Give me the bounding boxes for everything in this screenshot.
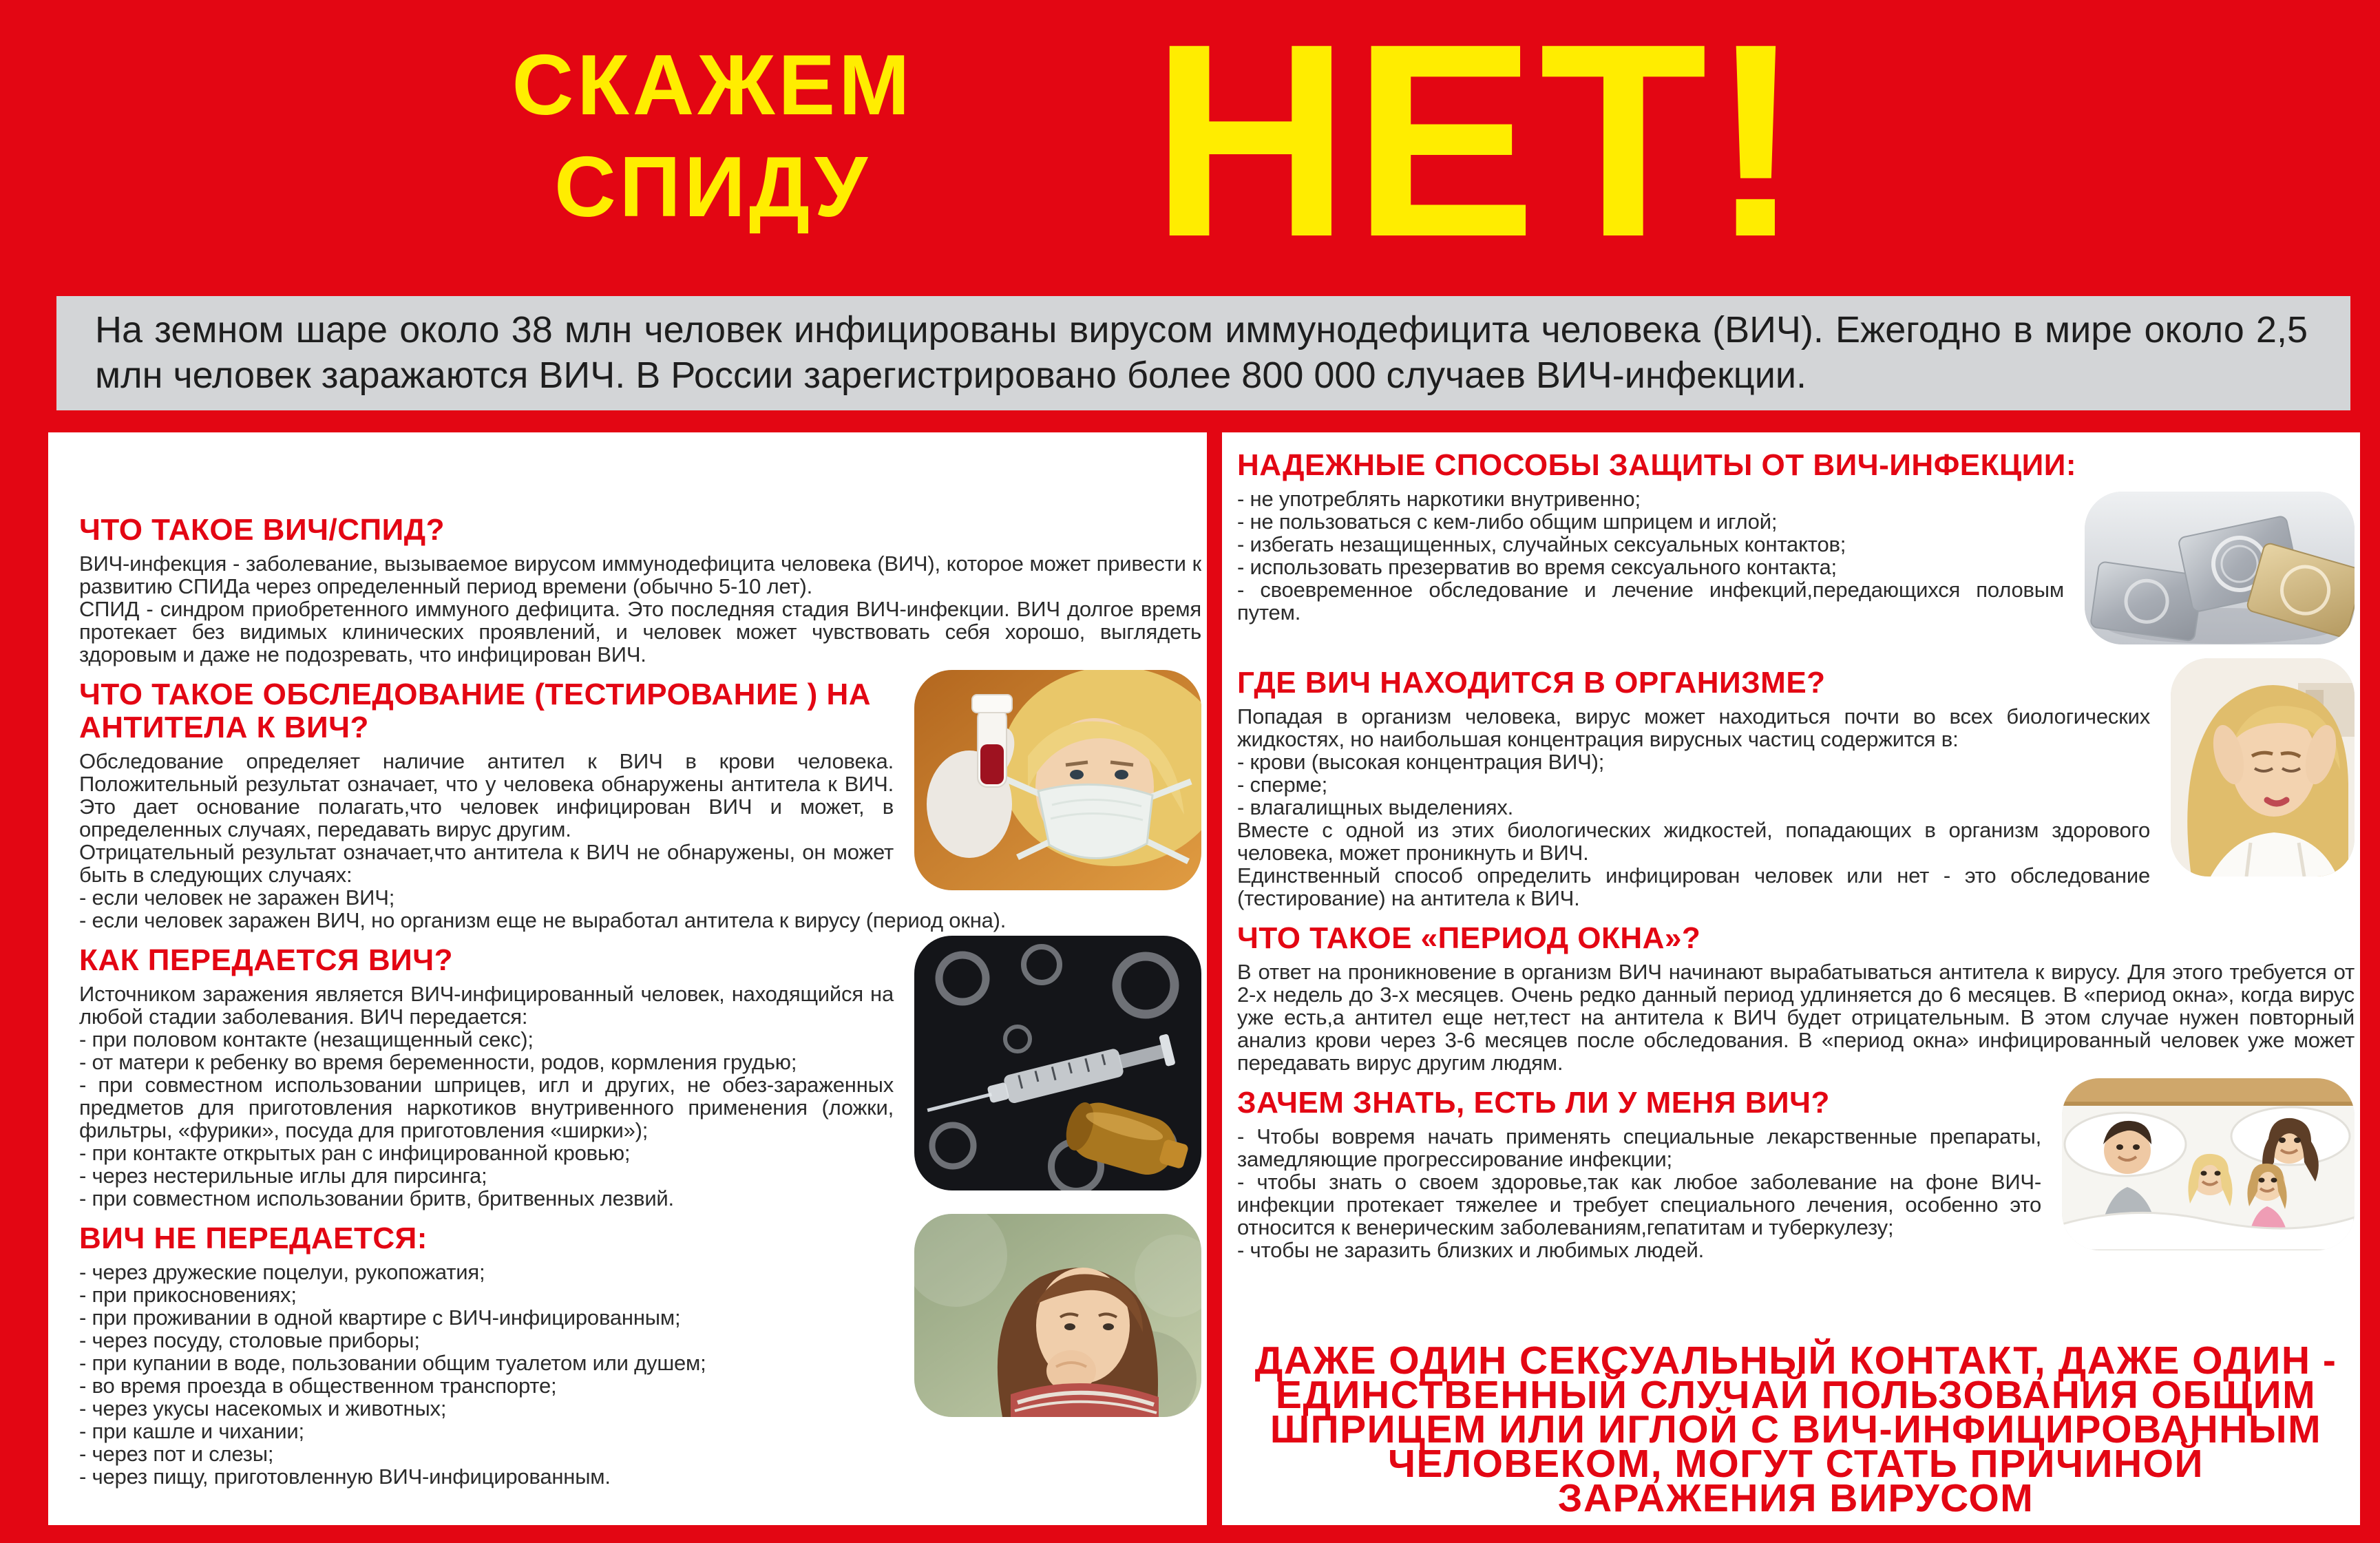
text-line: - при кашле и чихании;: [79, 1419, 304, 1443]
footer-warning: [1237, 1325, 2355, 1520]
text-line: Источником заражения является ВИЧ-инфицированный человек, находящийся на любой стадии заболевания. ВИЧ передается:: [79, 982, 894, 1029]
text-line: Обследование определяет наличие антител к ВИЧ в крови человека. Положительный результат означает, что у человека обнаружены антитела к ВИЧ. Это дает основание полагать,что человек инфицирован ВИЧ и может, в определенных случаях, передавать вирус другим.: [79, 749, 894, 841]
section-heading: ЧТО ТАКОЕ ОБСЛЕДОВАНИЕ (ТЕСТИРОВАНИЕ ) НА АНТИТЕЛА К ВИЧ?: [79, 678, 872, 744]
text-line: ВИЧ-инфекция - заболевание, вызываемое вирусом иммунодефицита человека (ВИЧ), которое может привести к развитию СПИДа через определенный период времени (обычно 5-10 лет).: [79, 552, 1201, 598]
title-line-1: СКАЖЕМ: [512, 38, 914, 133]
photo-family-in-bed: [2062, 1078, 2355, 1250]
text-line: Попадая в организм человека, вирус может находиться почти во всех биологических жидкостях, но наибольшая концентрация вирусных частиц содержится в:: [1237, 704, 2150, 751]
text-line: - при купании в воде, пользовании общим туалетом или душем;: [79, 1351, 706, 1375]
text-line: - использовать презерватив во время сексуального контакта;: [1237, 555, 1837, 579]
text-line: - если человек не заражен ВИЧ;: [79, 885, 395, 910]
text-line: - при проживании в одной квартире с ВИЧ-инфицированным;: [79, 1305, 681, 1330]
text-line: - сперме;: [1237, 773, 1328, 797]
text-line: - не пользоваться с кем-либо общим шприцем и иглой;: [1237, 510, 1778, 534]
text-line: - от матери к ребенку во время беременности, родов, кормления грудью;: [79, 1050, 797, 1074]
right-column: [1237, 432, 2355, 1525]
section-what-is-testing: [79, 666, 1201, 932]
text-line: - при совместном использовании бритв, бритвенных лезвий.: [79, 1186, 674, 1210]
photo-woman-with-headache: [2171, 658, 2355, 877]
text-line: - влагалищных выделениях.: [1237, 795, 1514, 819]
text-line: - при контакте открытых ран с инфицированной кровью;: [79, 1141, 631, 1165]
section-body: [79, 552, 1201, 666]
column-divider: [1207, 432, 1222, 1525]
section-heading: ЗАЧЕМ ЗНАТЬ, ЕСТЬ ЛИ У МЕНЯ ВИЧ?: [1237, 1086, 1830, 1120]
footer-line: ШПРИЦЕМ ИЛИ ИГЛОЙ С ВИЧ-ИНФИЦИРОВАННЫМ: [1270, 1407, 2322, 1451]
footer-line: ЕДИНСТВЕННЫЙ СЛУЧАЙ ПОЛЬЗОВАНИЯ ОБЩИМ: [1275, 1373, 2317, 1417]
section-heading: ГДЕ ВИЧ НАХОДИТСЯ В ОРГАНИЗМЕ?: [1237, 666, 1826, 700]
text-line: - при совместном использовании шприцев, игл и других, не обез-зараженных предметов для приготовления наркотиков внутривенного применения (ложки, фильтры, «фурики», посуда для приготовления «ширки»);: [79, 1073, 894, 1142]
text-line: - чтобы не заразить близких и любимых людей.: [1237, 1238, 1705, 1262]
text-line: - чтобы знать о своем здоровье,так как любое заболевание на фоне ВИЧ-инфекции протекает тяжелее и требует специального лечения, особенно это относится к венерическим заболеваниям,гепатитам и туберкулезу;: [1237, 1170, 2041, 1239]
text-line: СПИД - синдром приобретенного иммуного дефицита. Это последняя стадия ВИЧ-инфекции. ВИЧ долгое время протекает без видимых клинических проявлений, и человек может чувствовать себя хорошо, выглядеть здоровым и даже не подозревать, что инфицирован ВИЧ.: [79, 597, 1201, 666]
text-line: Вместе с одной из этих биологических жидкостей, попадающих в организм здорового человека, может проникнуть и ВИЧ.: [1237, 818, 2150, 865]
photo-syringe-and-drug-vial: [914, 936, 1201, 1190]
section-how-hiv-transmitted: [79, 932, 1201, 1210]
section-heading: НАДЕЖНЫЕ СПОСОБЫ ЗАЩИТЫ ОТ ВИЧ-ИНФЕКЦИИ:: [1237, 448, 2076, 482]
text-line: В ответ на проникновение в организм ВИЧ начинают вырабатываться антитела к вирусу. Для этого требуется от 2-х недель до 3-х месяцев. Очень редко данный период удлиняется до 6 месяцев. В «период окна», когда вирус уже есть,а антител еще нет,тест на антитела к ВИЧ будет отрицательным. В этом случае нужен повторный анализ крови через 3-6 месяцев после обследования. В «период окна» инфицированный человек уже может передавать вирус другим людям.: [1237, 960, 2355, 1075]
text-line: - во время проезда в общественном транспорте;: [79, 1374, 557, 1398]
section-hiv-not-transmitted: [79, 1210, 1201, 1488]
photo-coughing-woman: [914, 1214, 1201, 1417]
intro-banner: На земном шаре около 38 млн человек инфицированы вирусом иммунодефицита человека (ВИЧ). Ежегодно в мире около 2,5 млн человек заражаются ВИЧ. В России зарегистрировано более 800 000 случаев ВИЧ-инфекции.: [56, 296, 2350, 410]
text-line: - своевременное обследование и лечение инфекций,передающихся половым путем.: [1237, 578, 2064, 624]
text-line: - при половом контакте (незащищенный секс);: [79, 1027, 534, 1051]
text-line: - через посуду, столовые приборы;: [79, 1328, 420, 1352]
section-heading: ЧТО ТАКОЕ «ПЕРИОД ОКНА»?: [1237, 921, 1701, 955]
title-line-2: СПИДУ: [554, 140, 871, 235]
left-column: [79, 432, 1201, 1525]
text-line: - избегать незащищенных, случайных сексуальных контактов;: [1237, 532, 1846, 556]
text-line: - через дружеские поцелуи, рукопожатия;: [79, 1260, 485, 1284]
text-line: - через пот и слезы;: [79, 1442, 274, 1466]
poster-title: [437, 34, 988, 238]
text-line: - через пищу, приготовленную ВИЧ-инфицированным.: [79, 1465, 611, 1489]
text-line: - не употреблять наркотики внутривенно;: [1237, 487, 1641, 511]
section-protection-methods: [1237, 449, 2355, 654]
text-line: - Чтобы вовремя начать применять специальные лекарственные препараты, замедляющие прогрессирование инфекции;: [1237, 1124, 2041, 1171]
text-line: - через нестерильные иглы для пирсинга;: [79, 1164, 487, 1188]
content-area: [48, 432, 2360, 1525]
text-line: - при прикосновениях;: [79, 1283, 297, 1307]
section-window-period: [1237, 910, 2355, 1074]
section-what-is-hiv: [79, 514, 1201, 666]
footer-line: ДАЖЕ ОДИН СЕКСУАЛЬНЫЙ КОНТАКТ, ДАЖЕ ОДИН -: [1254, 1339, 2337, 1383]
section-why-know-hiv-status: [1237, 1074, 2355, 1261]
section-heading: ВИЧ НЕ ПЕРЕДАЕТСЯ:: [79, 1221, 428, 1255]
photo-condom-foil-packets: [2085, 492, 2355, 644]
text-line: - через укусы насекомых и животных;: [79, 1396, 447, 1420]
photo-lab-technician-mask-blood-vial: [914, 670, 1201, 890]
footer-line: ЧЕЛОВЕКОМ, МОГУТ СТАТЬ ПРИЧИНОЙ: [1388, 1442, 2204, 1486]
footer-line: ЗАРАЖЕНИЯ ВИРУСОМ: [1557, 1476, 2034, 1520]
text-line: Единственный способ определить инфицирован человек или нет - это обследование (тестирование) на антитела к ВИЧ.: [1237, 863, 2150, 910]
section-body: [1237, 961, 2355, 1074]
section-heading: ЧТО ТАКОЕ ВИЧ/СПИД?: [79, 513, 445, 547]
title-net: НЕТ!: [1151, 0, 1805, 294]
text-line: - крови (высокая концентрация ВИЧ);: [1237, 750, 1605, 774]
text-line: - если человек заражен ВИЧ, но организм еще не выработал антитела к вирусу (период окна).: [79, 908, 1007, 932]
section-where-hiv-in-body: [1237, 654, 2355, 910]
text-line: Отрицательный результат означает,что антитела к ВИЧ не обнаружены, он может быть в следующих случаях:: [79, 840, 894, 887]
section-heading: КАК ПЕРЕДАЕТСЯ ВИЧ?: [79, 943, 454, 977]
